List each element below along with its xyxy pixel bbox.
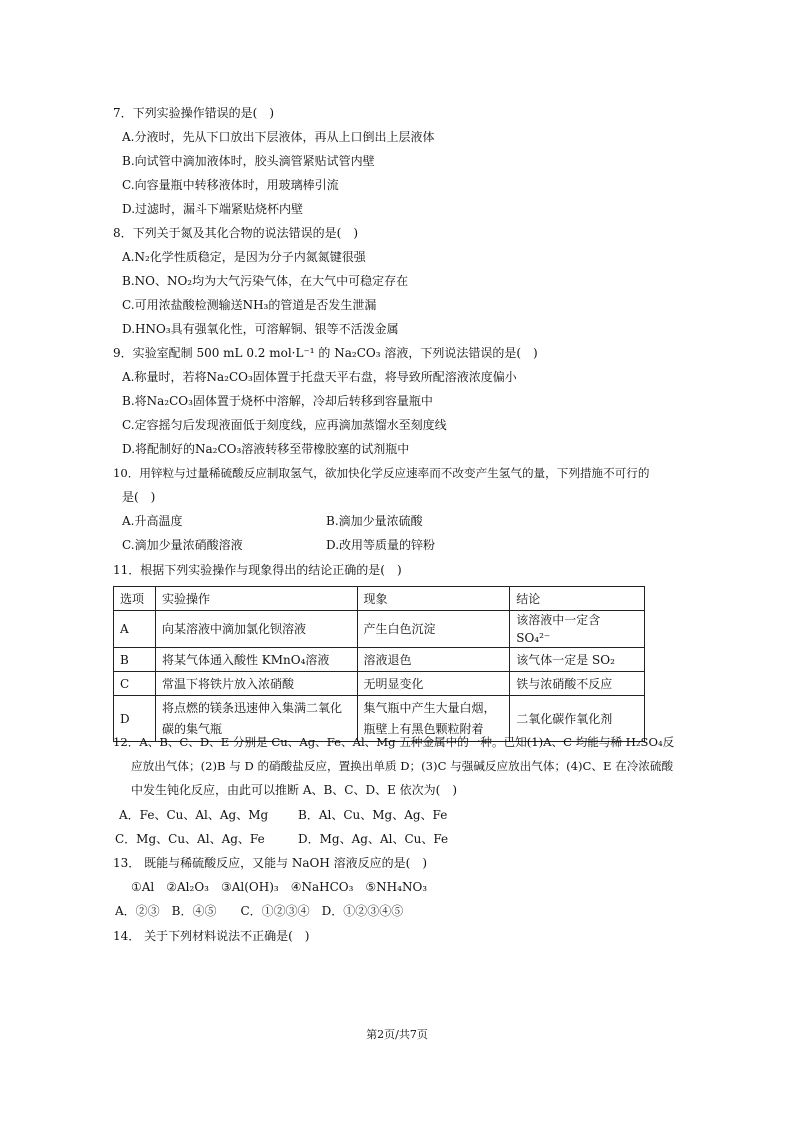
row-option: C [114,672,156,696]
row-option: D [114,696,156,742]
q12-option-c: C．Mg、Cu、Al、Ag、Fe [115,832,265,846]
q8-option-d: D.HNO₃具有强氧化性，可溶解铜、银等不活泼金属 [122,322,399,336]
q7-option-d: D.过滤时，漏斗下端紧贴烧杯内壁 [122,202,304,216]
row-phenomenon: 无明显变化 [357,672,510,696]
q12-stem-line2: 应放出气体；(2)B 与 D 的硝酸盐反应，置换出单质 D；(3)C 与强碱反应放出气体；(4)C、E 在冷浓硫酸 [131,759,674,773]
q8-stem: 8．下列关于氮及其化合物的说法错误的是( ) [113,226,358,240]
q14-stem: 14． 关于下列材料说法不正确是( ) [113,929,310,943]
q7-stem: 7．下列实验操作错误的是( ) [113,106,274,120]
q12-option-a: A．Fe、Cu、Al、Ag、Mg [119,808,269,822]
row-conclusion: 该气体一定是 SO₂ [510,648,645,672]
header-option: 选项 [114,587,156,611]
q10-option-c: C.滴加少量浓硝酸溶液 [122,538,243,552]
q9-option-c: C.定容摇匀后发现液面低于刻度线，应再滴加蒸馏水至刻度线 [122,418,447,432]
q7-option-b: B.向试管中滴加液体时，胶头滴管紧贴试管内壁 [122,154,375,168]
row-option: B [114,648,156,672]
q13-options: A．②③ B．④⑤ C．①②③④ D．①②③④⑤ [115,904,404,918]
row-phenomenon: 产生白色沉淀 [357,611,510,648]
q10-option-d: D.改用等质量的锌粉 [326,538,436,552]
q12-option-d: D．Mg、Ag、Al、Cu、Fe [298,832,449,846]
row-conclusion: 该溶液中一定含 SO₄²⁻ [510,611,645,648]
row-option: A [114,611,156,648]
q7-option-a: A.分液时，先从下口放出下层液体，再从上口倒出上层液体 [122,130,435,144]
table-row [114,672,645,696]
q11-table [113,586,645,742]
q9-option-d: D.将配制好的Na₂CO₃溶液转移至带橡胶塞的试剂瓶中 [122,442,410,456]
q12-option-b: B．Al、Cu、Mg、Ag、Fe [298,808,448,822]
row-operation: 将点燃的镁条迅速伸入集满二氧化碳的集气瓶 [155,696,357,742]
row-operation: 向某溶液中滴加氯化钡溶液 [155,611,357,648]
row-operation: 常温下将铁片放入浓硝酸 [155,672,357,696]
q7-option-c: C.向容量瓶中转移液体时，用玻璃棒引流 [122,178,339,192]
q12-stem-line3: 中发生钝化反应，由此可以推断 A、B、C、D、E 依次为( ) [131,783,458,797]
page-number: 第2页/共7页 [366,1028,428,1041]
row-conclusion: 二氧化碳作氧化剂 [510,696,645,742]
q9-stem: 9．实验室配制 500 mL 0.2 mol·L⁻¹ 的 Na₂CO₃ 溶液，下列说法错误的是( ) [113,346,538,360]
header-operation: 实验操作 [155,587,357,611]
q10-option-a: A.升高温度 [122,514,183,528]
row-operation: 将某气体通入酸性 KMnO₄溶液 [155,648,357,672]
q13-stem: 13． 既能与稀硫酸反应，又能与 NaOH 溶液反应的是( ) [113,856,428,870]
q9-option-b: B.将Na₂CO₃固体置于烧杯中溶解，冷却后转移到容量瓶中 [122,394,433,408]
q8-option-b: B.NO、NO₂均为大气污染气体，在大气中可稳定存在 [122,274,409,288]
row-phenomenon: 集气瓶中产生大量白烟，瓶壁上有黑色颗粒附着 [357,696,510,742]
header-phenomenon: 现象 [357,587,510,611]
q10-stem-line1: 10．用锌粒与过量稀硫酸反应制取氢气，欲加快化学反应速率而不改变产生氢气的量，下列措施不可行的 [113,466,650,480]
table-row [114,611,645,648]
q10-stem-line2: 是( ) [122,490,156,504]
q13-items: ①Al ②Al₂O₃ ③Al(OH)₃ ④NaHCO₃ ⑤NH₄NO₃ [131,880,428,894]
q9-option-a: A.称量时，若将Na₂CO₃固体置于托盘天平右盘，将导致所配溶液浓度偏小 [122,370,517,384]
q8-option-a: A.N₂化学性质稳定，是因为分子内氮氮键很强 [122,250,366,264]
header-conclusion: 结论 [510,587,645,611]
q11-stem: 11．根据下列实验操作与现象得出的结论正确的是( ) [113,563,402,577]
row-conclusion: 铁与浓硝酸不反应 [510,672,645,696]
table-row [114,648,645,672]
table-header-row [114,587,645,611]
q12-stem-line1: 12．A、B、C、D、E 分别是 Cu、Ag、Fe、Al、Mg 五种金属中的一种。已知(1)A、C 均能与稀 H₂SO₄反 [113,735,675,749]
row-phenomenon: 溶液退色 [357,648,510,672]
q8-option-c: C.可用浓盐酸检测输送NH₃的管道是否发生泄漏 [122,298,377,312]
q10-option-b: B.滴加少量浓硫酸 [326,514,423,528]
